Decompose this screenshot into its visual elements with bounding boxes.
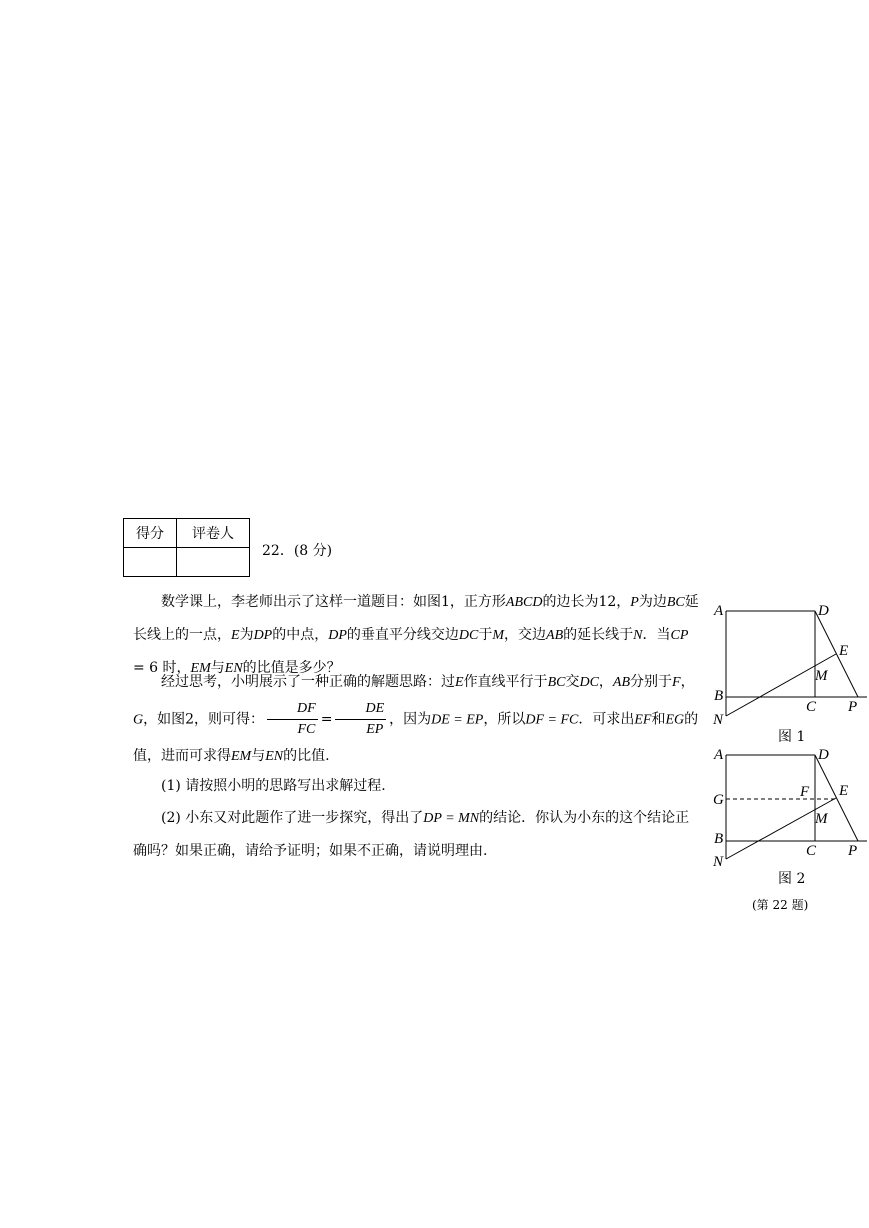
text: 的值，进而可求得 [133, 711, 699, 764]
figure-1-caption: 图 1 [778, 729, 806, 745]
text: ，交边 [504, 627, 547, 643]
text: 作直线平行于 [463, 674, 548, 690]
text: ， [680, 674, 695, 690]
line-dp [815, 611, 858, 697]
numerator: DE [335, 699, 386, 720]
text: 和 [651, 711, 666, 728]
label-p: P [848, 843, 858, 859]
label-n: N [713, 712, 724, 728]
math: F [672, 675, 681, 690]
label-b: B [714, 688, 724, 704]
score-cell[interactable] [124, 548, 177, 577]
text: 为边 [638, 594, 667, 610]
numerator: DF [267, 699, 318, 720]
text: ，如图2，则可得： [143, 711, 265, 728]
label-a: A [714, 603, 724, 619]
math: DF = FC [525, 712, 579, 728]
math: ABCD [505, 595, 543, 610]
math: EN [224, 661, 243, 676]
line-dp [815, 755, 858, 841]
text: ， [598, 674, 613, 690]
text: ．可求出 [578, 711, 635, 728]
label-m: M [815, 811, 828, 827]
math: BC [547, 675, 566, 690]
question-part-2 [133, 802, 703, 867]
text: 为 [239, 627, 254, 643]
label-n: N [713, 854, 724, 870]
fraction-de-ep [335, 699, 386, 740]
text: 与 [251, 748, 266, 764]
denominator: EP [366, 722, 384, 737]
math: M [492, 628, 505, 643]
math: E [231, 628, 240, 643]
text: 经过思考，小明展示了一种正确的解题思路：过 [161, 674, 455, 690]
text: 分别于 [630, 674, 673, 690]
math: EF [634, 712, 652, 728]
text: 的边长为12， [542, 594, 631, 610]
text: 的比值是多少？ [242, 660, 341, 676]
question-heading: 22．(8 分) [262, 543, 333, 559]
text: 的中点， [272, 627, 329, 643]
label-p: P [848, 699, 858, 715]
text: 的比值. [283, 748, 330, 764]
text: 的结论．你认为小东的这个结论正确吗？如果正确，请给予证明；如果不正确，请说明理由. [133, 810, 690, 859]
math: DC [579, 675, 599, 690]
label-g: G [713, 792, 724, 808]
line-ne [726, 798, 836, 859]
math: DP = MN [423, 811, 480, 826]
grader-cell[interactable] [177, 548, 250, 577]
question-paragraph-2 [133, 666, 703, 773]
text: ，因为 [389, 711, 432, 728]
math: G [133, 712, 144, 728]
text: ．当 [642, 627, 671, 643]
math: N [633, 628, 643, 643]
math: EG [665, 712, 685, 728]
math: CP [670, 628, 689, 643]
math: DP [328, 628, 347, 643]
label-d: D [818, 747, 829, 763]
math: EN [265, 749, 284, 764]
math: BC [666, 595, 685, 610]
figure-2 [705, 742, 869, 872]
line-ne [726, 654, 836, 716]
text: (2) 小东又对此题作了进一步探究，得出了 [161, 810, 424, 826]
denominator: FC [297, 722, 316, 737]
grader-header: 评卷人 [177, 519, 250, 548]
label-e: E [839, 783, 849, 799]
math: DE = EP [431, 712, 484, 728]
label-f: F [800, 784, 810, 800]
label-b: B [714, 831, 724, 847]
math: E [455, 675, 464, 690]
text: 数学课上，李老师出示了这样一道题目：如图1，正方形 [161, 594, 506, 610]
equals-sign: = [320, 711, 333, 728]
text: 的垂直平分线交边 [346, 627, 459, 643]
label-d: D [818, 603, 829, 619]
math: EM [190, 661, 211, 676]
text: 延长线上的一点， [133, 594, 699, 643]
math: EM [231, 749, 252, 764]
question-part-1: (1) 请按照小明的思路写出求解过程. [161, 778, 386, 794]
math: P [630, 595, 639, 610]
math: DP [253, 628, 273, 643]
label-a: A [714, 747, 724, 763]
math: DC [458, 628, 479, 643]
label-c: C [806, 699, 817, 715]
fraction-df-fc [267, 699, 318, 740]
score-header: 得分 [124, 519, 177, 548]
question-figure-caption: (第 22 题) [752, 898, 809, 912]
math: AB [546, 628, 564, 643]
text: 交 [565, 674, 580, 690]
score-table [123, 518, 250, 577]
math: AB [612, 675, 631, 690]
text: ，所以 [483, 711, 526, 728]
text: = 6 时， [133, 660, 191, 676]
label-e: E [839, 643, 849, 659]
label-m: M [815, 668, 828, 684]
text: 于 [478, 627, 493, 643]
text: 的延长线于 [563, 627, 634, 643]
figure-2-caption: 图 2 [778, 871, 806, 887]
text: 与 [210, 660, 225, 676]
label-c: C [806, 843, 817, 859]
